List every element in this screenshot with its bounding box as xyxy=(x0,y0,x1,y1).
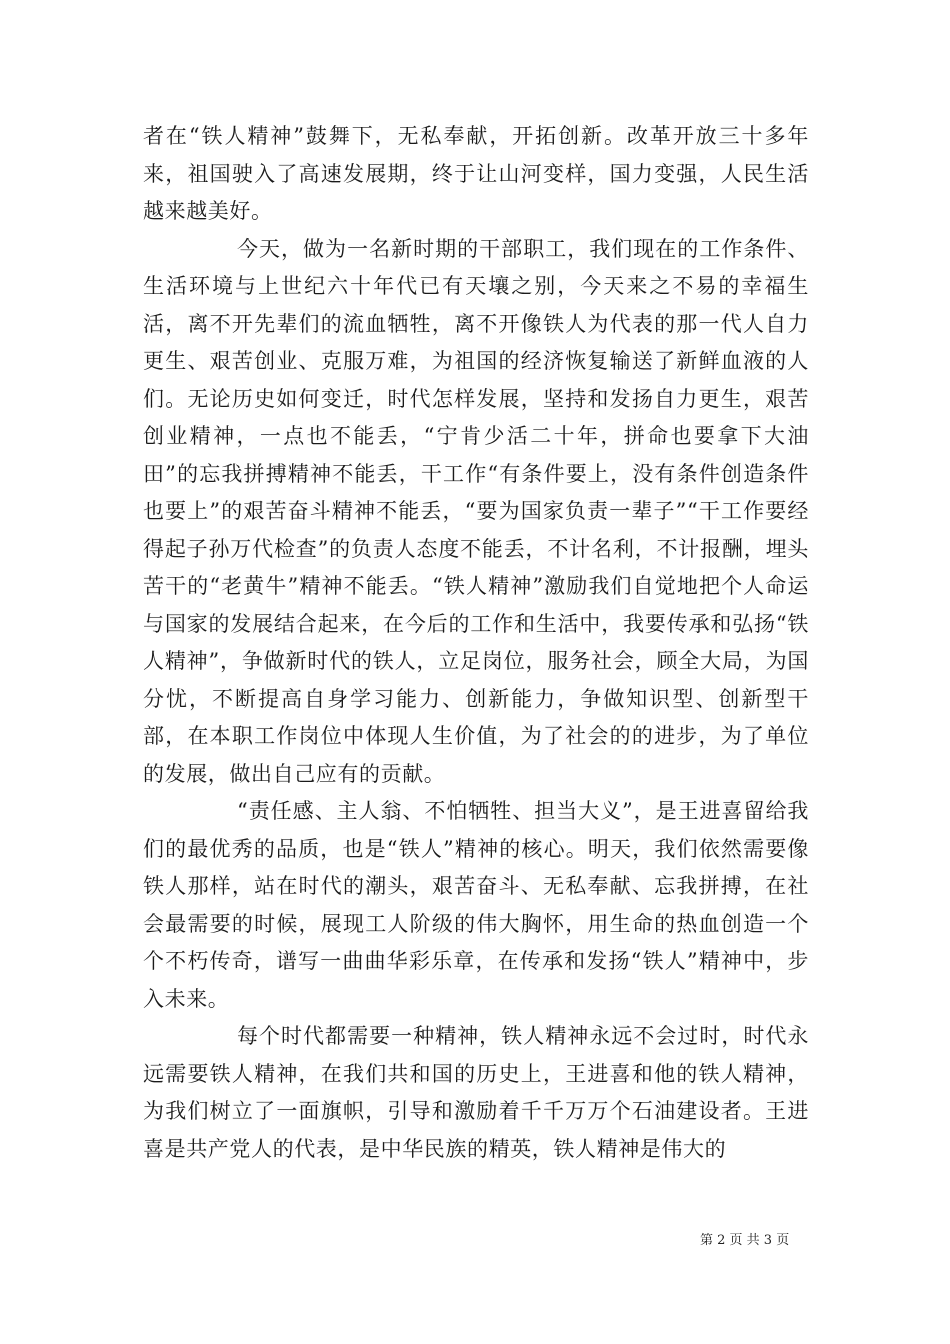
body-text xyxy=(143,118,809,1168)
paragraph-continued: 者在“铁人精神”鼓舞下，无私奉献，开拓创新。改革开放三十多年来，祖国驶入了高速发展期，终于让山河变样，国力变强，人民生活越来越美好。 xyxy=(143,124,809,223)
page-number-footer: 第 2 页 共 3 页 xyxy=(700,1233,790,1248)
paragraph: 每个时代都需要一种精神，铁人精神永远不会过时，时代永远需要铁人精神，在我们共和国的历史上，王进喜和他的铁人精神，为我们树立了一面旗帜，引导和激励着千千万万个石油建设者。王进喜是共产党人的代表，是中华民族的精英，铁人精神是伟大的 xyxy=(143,1024,809,1161)
paragraph: 今天，做为一名新时期的干部职工，我们现在的工作条件、生活环境与上世纪六十年代已有天壤之别，今天来之不易的幸福生活，离不开先辈们的流血牺牲，离不开像铁人为代表的那一代人自力更生、艰苦创业、克服万难，为祖国的经济恢复输送了新鲜血液的人们。无论历史如何变迁，时代怎样发展，坚持和发扬自力更生，艰苦创业精神，一点也不能丢，“宁肯少活二十年，拼命也要拿下大油田”的忘我拼搏精神不能丢，干工作“有条件要上，没有条件创造条件也要上”的艰苦奋斗精神不能丢，“要为国家负责一辈子”“干工作要经得起子孙万代检查”的负责人态度不能丢，不计名利，不计报酬，埋头苦干的“老黄牛”精神不能丢。“铁人精神”激励我们自觉地把个人命运与国家的发展结合起来，在今后的工作和生活中，我要传承和弘扬“铁人精神”，争做新时代的铁人，立足岗位，服务社会，顾全大局，为国分忧，不断提高自身学习能力、创新能力，争做知识型、创新型干部，在本职工作岗位中体现人生价值，为了社会的的进步，为了单位的发展，做出自己应有的贡献。 xyxy=(143,236,809,786)
paragraph: “责任感、主人翁、不怕牺牲、担当大义”，是王进喜留给我们的最优秀的品质，也是“铁人”精神的核心。明天，我们依然需要像铁人那样，站在时代的潮头，艰苦奋斗、无私奉献、忘我拼搏，在社会最需要的时候，展现工人阶级的伟大胸怀，用生命的热血创造一个个不朽传奇，谱写一曲曲华彩乐章，在传承和发扬“铁人”精神中，步入未来。 xyxy=(143,799,809,1011)
